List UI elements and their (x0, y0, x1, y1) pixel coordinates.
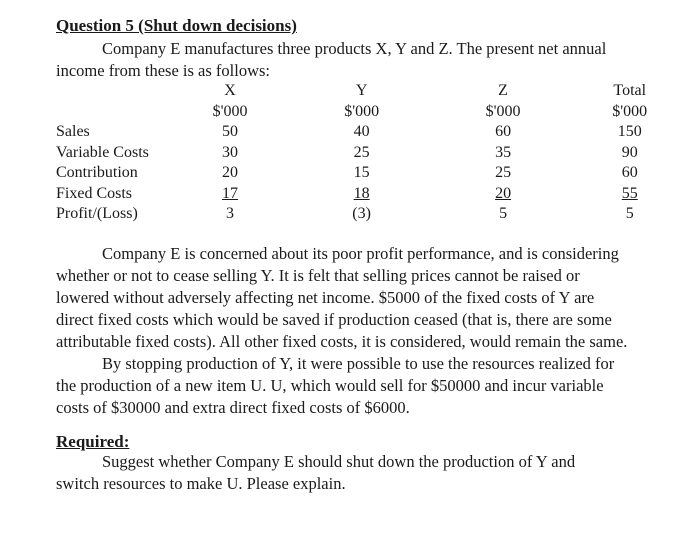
table-cell: (3) (352, 205, 371, 222)
table-cell: 60 (621, 164, 638, 181)
table-cell: 20 (222, 164, 239, 181)
table-cell: 17 (222, 184, 239, 202)
body-paragraph (56, 243, 676, 419)
income-table (56, 81, 700, 225)
table-cell: 35 (495, 143, 512, 161)
unit-cell: $'000 (612, 102, 648, 120)
column-header-y: Y (355, 82, 368, 99)
required-line-1: Suggest whether Company E should shut down the production of Y and (102, 452, 576, 471)
table-cell: 18 (353, 184, 370, 202)
table-cell: 3 (226, 205, 235, 222)
table-cell: 25 (353, 143, 370, 161)
body-line: attributable fixed costs). All other fixed costs, it is considered, would remain the same. (56, 332, 628, 351)
table-cell: 40 (353, 123, 370, 140)
table-cell: 20 (495, 184, 512, 202)
table-cell: 55 (621, 184, 638, 202)
row-label: Contribution (56, 164, 138, 181)
row-label: Profit/(Loss) (56, 205, 138, 222)
table-row-sales (56, 122, 700, 143)
table-cell: 60 (495, 123, 512, 140)
table-cell: 5 (499, 205, 508, 222)
intro-line-1: Company E manufactures three products X, Y and Z. The present net annual (102, 39, 607, 58)
table-cell: 15 (353, 164, 370, 181)
column-header-z: Z (498, 82, 508, 99)
table-cell: 25 (495, 164, 512, 181)
table-cell: 50 (222, 123, 239, 140)
table-cell: 150 (617, 123, 642, 140)
table-header-row (56, 81, 700, 102)
question-title: Question 5 (Shut down decisions) (56, 16, 297, 35)
intro-paragraph (56, 38, 676, 82)
unit-cell: $'000 (485, 102, 521, 120)
required-paragraph (56, 451, 676, 495)
body-line: By stopping production of Y, it were possible to use the resources realized for (102, 354, 615, 373)
body-line: lowered without adversely affecting net income. $5000 of the fixed costs of Y are (56, 288, 595, 307)
unit-cell: $'000 (212, 102, 248, 120)
body-line: the production of a new item U. U, which would sell for $50000 and incur variable (56, 376, 604, 395)
column-header-x: X (224, 82, 236, 99)
table-row-contribution (56, 163, 700, 184)
table-units-row (56, 102, 700, 123)
table-cell: 5 (625, 205, 634, 222)
table-row-variable-costs (56, 143, 700, 164)
table-cell: 90 (621, 143, 638, 161)
row-label: Variable Costs (56, 143, 149, 161)
body-line: direct fixed costs which would be saved if production ceased (that is, there are some (56, 310, 612, 329)
intro-line-2: income from these is as follows: (56, 61, 271, 80)
body-line: whether or not to cease selling Y. It is felt that selling prices cannot be raised or (56, 266, 580, 285)
row-label: Sales (56, 123, 90, 140)
table-cell: 30 (222, 143, 239, 161)
column-header-total: Total (613, 82, 647, 99)
table-row-profit-loss (56, 204, 700, 225)
body-line: costs of $30000 and extra direct fixed costs of $6000. (56, 398, 410, 417)
body-line: Company E is concerned about its poor profit performance, and is considering (102, 244, 619, 263)
unit-cell: $'000 (344, 102, 380, 120)
required-line-2: switch resources to make U. Please explain. (56, 474, 346, 493)
row-label: Fixed Costs (56, 184, 133, 202)
table-row-fixed-costs (56, 184, 700, 205)
required-heading: Required: (56, 432, 130, 451)
